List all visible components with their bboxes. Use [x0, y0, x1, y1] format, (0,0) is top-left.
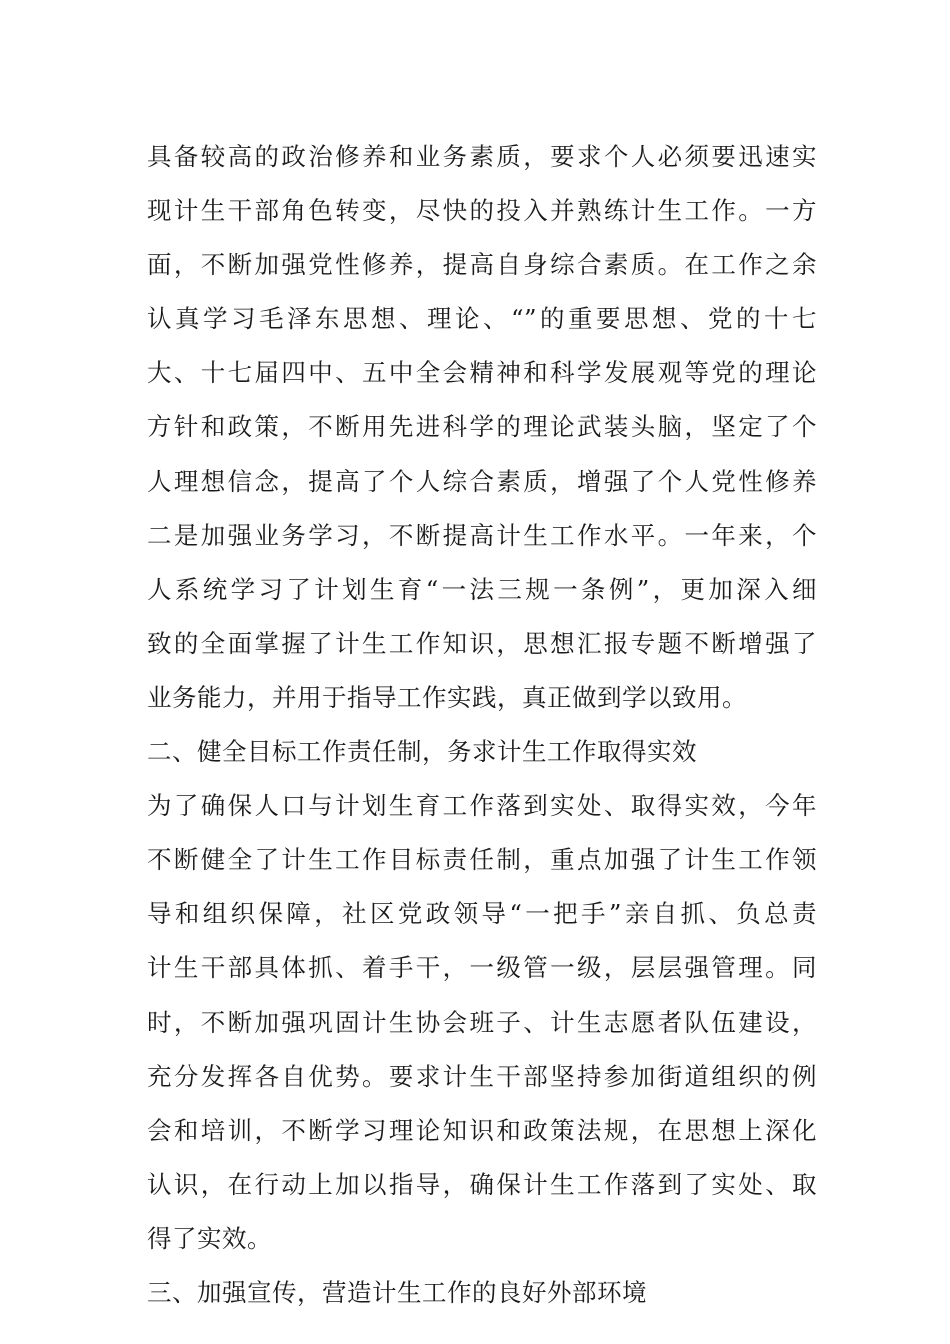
paragraph-line: 面，不断加强党性修养，提高自身综合素质。在工作之余	[147, 250, 817, 280]
paragraph-line: 人理想信念，提高了个人综合素质，增强了个人党性修养	[147, 466, 817, 496]
paragraph-line: 充分发挥各自优势。要求计生干部坚持参加街道组织的例	[147, 1061, 817, 1091]
paragraph-line: 人系统学习了计划生育“一法三规一条例”，更加深入细	[147, 574, 817, 604]
paragraph-line: 认真学习毛泽东思想、理论、“”的重要思想、党的十七	[147, 304, 817, 334]
paragraph-line: 认识，在行动上加以指导，确保计生工作落到了实处、取	[147, 1169, 817, 1199]
paragraph-line: 二是加强业务学习，不断提高计生工作水平。一年来，个	[147, 520, 817, 550]
paragraph-line: 方针和政策，不断用先进科学的理论武装头脑，坚定了个	[147, 412, 817, 442]
paragraph-line: 会和培训，不断学习理论知识和政策法规，在思想上深化	[147, 1115, 817, 1145]
paragraph-line: 现计生干部角色转变，尽快的投入并熟练计生工作。一方	[147, 196, 817, 226]
paragraph-line: 致的全面掌握了计生工作知识，思想汇报专题不断增强了	[147, 628, 817, 658]
paragraph-line: 得了实效。	[147, 1223, 272, 1253]
paragraph-line: 为了确保人口与计划生育工作落到实处、取得实效，今年	[147, 791, 817, 821]
paragraph-line: 不断健全了计生工作目标责任制，重点加强了计生工作领	[147, 845, 817, 875]
section-heading: 三、加强宣传，营造计生工作的良好外部环境	[147, 1277, 647, 1307]
paragraph-line: 导和组织保障，社区党政领导“一把手”亲自抓、负总责	[147, 899, 817, 929]
document-body	[147, 130, 817, 1320]
paragraph-line: 业务能力，并用于指导工作实践，真正做到学以致用。	[147, 682, 747, 712]
paragraph-line: 大、十七届四中、五中全会精神和科学发展观等党的理论	[147, 358, 817, 388]
paragraph-line: 时，不断加强巩固计生协会班子、计生志愿者队伍建设，	[147, 1007, 817, 1037]
paragraph-line: 计生干部具体抓、着手干，一级管一级，层层强管理。同	[147, 953, 817, 983]
paragraph-line: 具备较高的政治修养和业务素质，要求个人必须要迅速实	[147, 142, 817, 171]
section-heading: 二、健全目标工作责任制，务求计生工作取得实效	[147, 737, 697, 767]
